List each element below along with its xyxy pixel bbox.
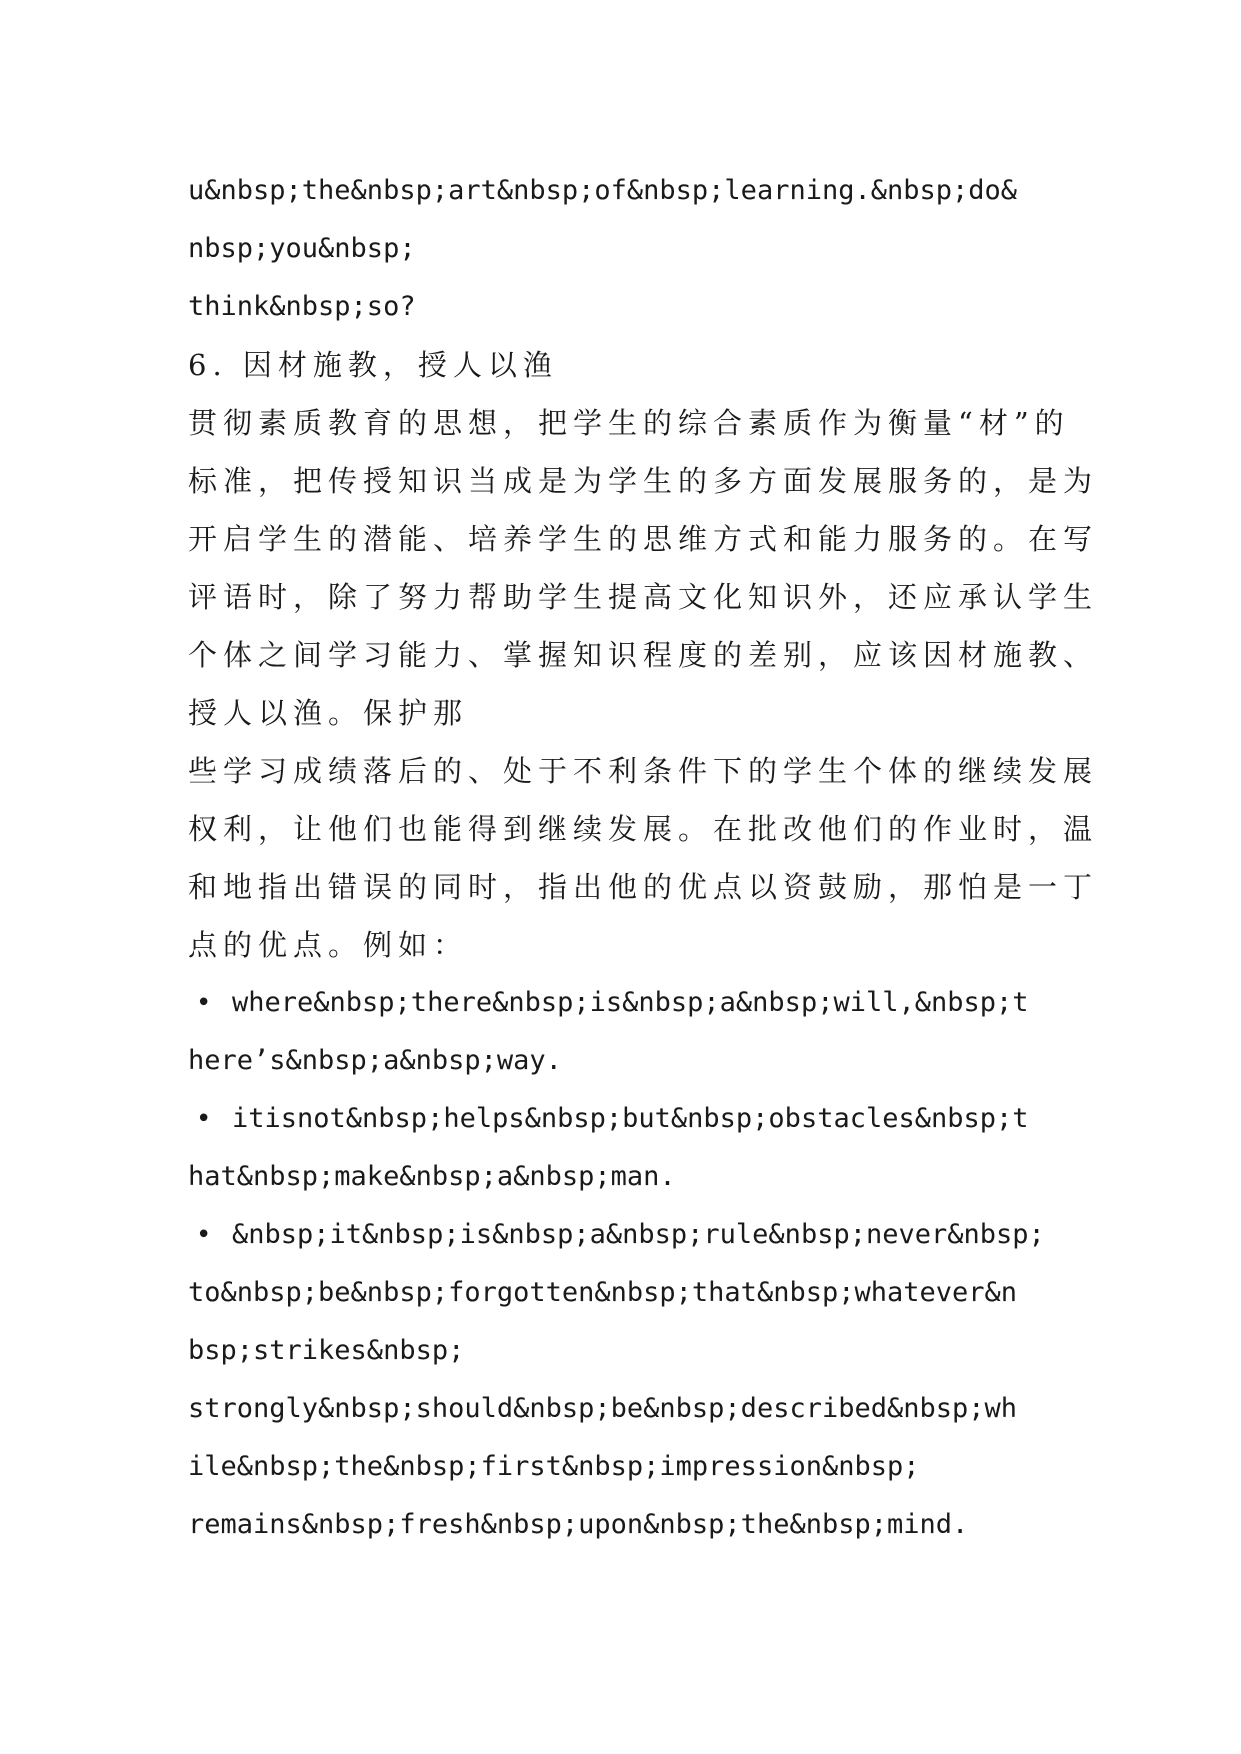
bullet-icon: • <box>196 988 212 1018</box>
bullet-icon: • <box>196 1220 212 1250</box>
paragraph-line: 标准，把传授知识当成是为学生的多方面发展服务的，是为 <box>188 464 1099 498</box>
text-line: nbsp;you&nbsp; <box>188 233 416 264</box>
bullet-continuation: ile&nbsp;the&nbsp;first&nbsp;impression&nbsp; <box>188 1451 920 1482</box>
paragraph-line: 开启学生的潜能、培养学生的思维方式和能力服务的。在写 <box>188 522 1099 556</box>
paragraph-line: 些学习成绩落后的、处于不利条件下的学生个体的继续发展 <box>188 754 1099 788</box>
bullet-continuation: to&nbsp;be&nbsp;forgotten&nbsp;that&nbsp;whatever&n <box>188 1277 1018 1308</box>
document-page <box>188 162 1099 1554</box>
paragraph-line: 授人以渔。保护那 <box>188 696 469 730</box>
bullet-item <box>188 1090 1068 1148</box>
bullet-text: &nbsp;it&nbsp;is&nbsp;a&nbsp;rule&nbsp;never&nbsp; <box>232 1219 1045 1250</box>
bullet-text: itisnot&nbsp;helps&nbsp;but&nbsp;obstacles&nbsp;t <box>232 1103 1029 1134</box>
bullet-item <box>188 974 1068 1032</box>
paragraph-line: 贯彻素质教育的思想，把学生的综合素质作为衡量“材”的 <box>188 406 1070 440</box>
bullet-item <box>188 1206 1068 1264</box>
text-line: u&nbsp;the&nbsp;art&nbsp;of&nbsp;learning.&nbsp;do& <box>188 175 1018 206</box>
bullet-icon: • <box>196 1104 212 1134</box>
bullet-continuation: hat&nbsp;make&nbsp;a&nbsp;man. <box>188 1161 676 1192</box>
bullet-continuation: bsp;strikes&nbsp; <box>188 1335 465 1366</box>
bullet-continuation: here’s&nbsp;a&nbsp;way. <box>188 1045 562 1076</box>
paragraph-line: 权利，让他们也能得到继续发展。在批改他们的作业时，温 <box>188 812 1099 846</box>
paragraph-line: 个体之间学习能力、掌握知识程度的差别，应该因材施教、 <box>188 638 1099 672</box>
paragraph-line: 和地指出错误的同时，指出他的优点以资鼓励，那怕是一丁 <box>188 870 1099 904</box>
paragraph-line: 点的优点。例如： <box>188 928 469 962</box>
text-line: think&nbsp;so? <box>188 291 416 322</box>
paragraph-line: 评语时，除了努力帮助学生提高文化知识外，还应承认学生 <box>188 580 1099 614</box>
bullet-continuation: strongly&nbsp;should&nbsp;be&nbsp;described&nbsp;wh <box>188 1393 1018 1424</box>
bullet-continuation: remains&nbsp;fresh&nbsp;upon&nbsp;the&nbsp;mind. <box>188 1509 969 1540</box>
bullet-text: where&nbsp;there&nbsp;is&nbsp;a&nbsp;will,&nbsp;t <box>232 987 1029 1018</box>
section-heading: 6. 因材施教，授人以渔 <box>188 348 558 382</box>
